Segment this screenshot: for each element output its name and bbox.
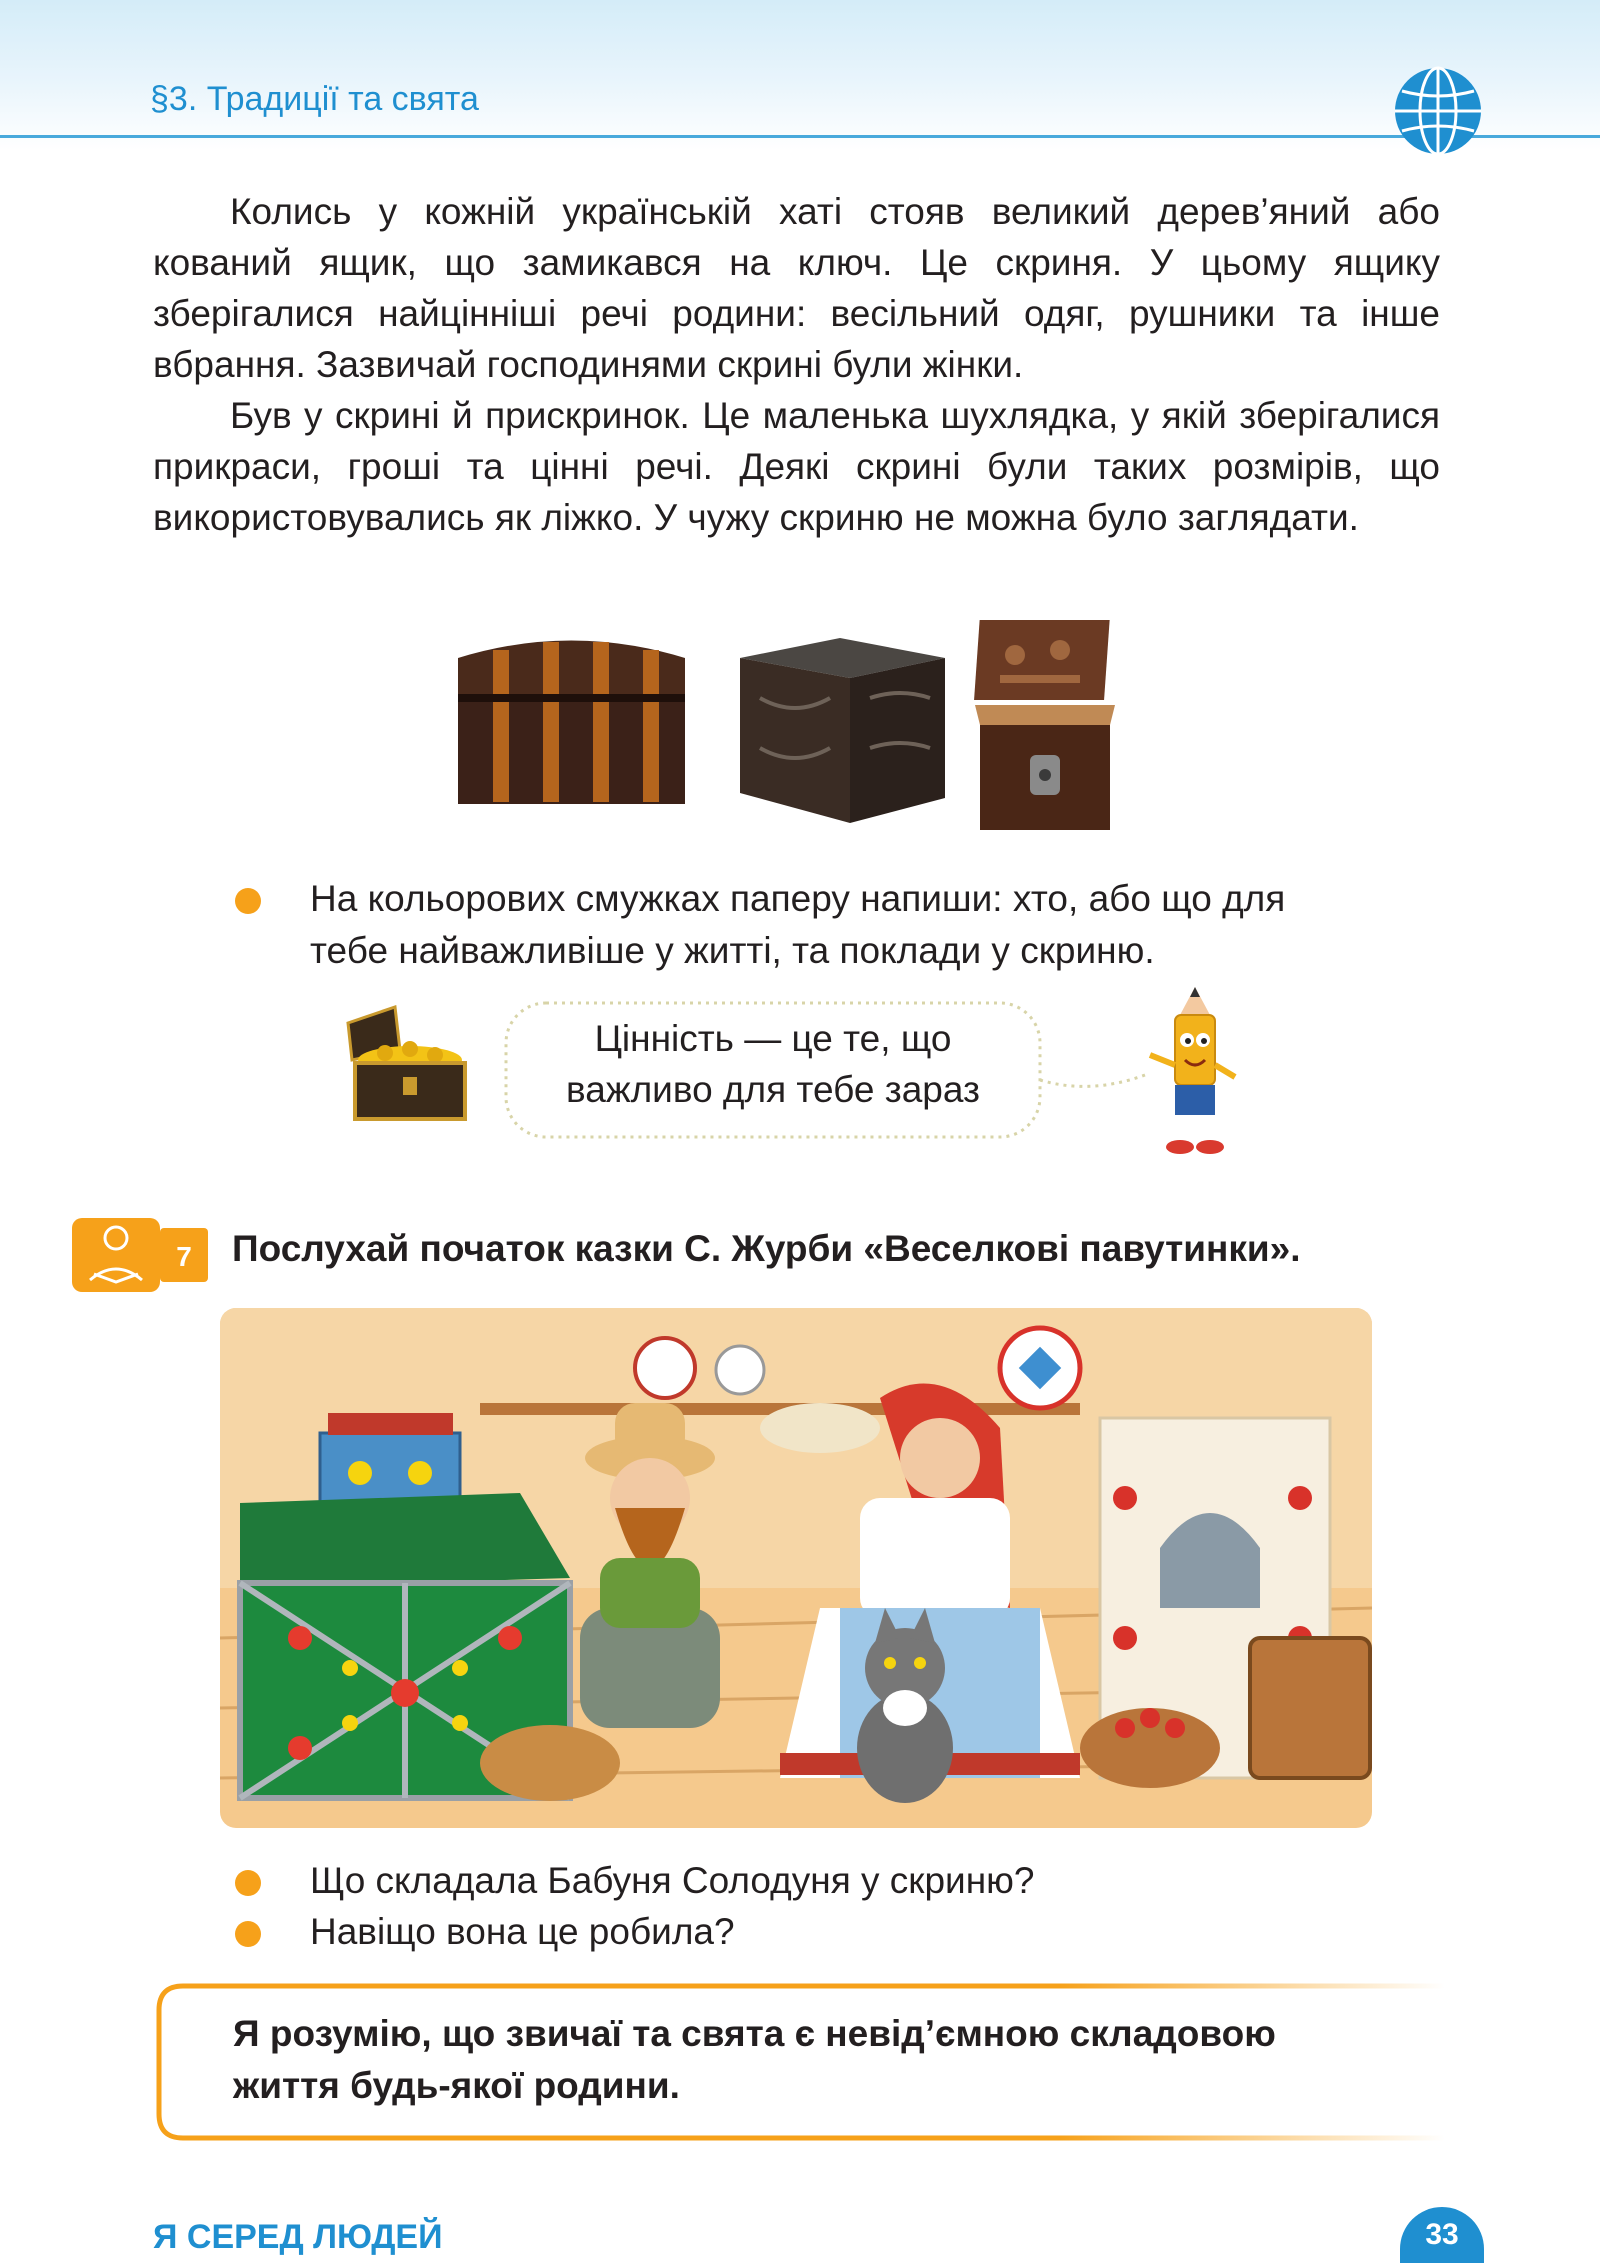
chest-photo-forged	[720, 628, 950, 828]
activity-line-2: тебе найважливіше у житті, та поклади у скриню.	[310, 930, 1155, 971]
question-1: Що складала Бабуня Солодуня у скриню?	[310, 1860, 1035, 1901]
pencil-mascot	[1140, 985, 1250, 1160]
summary-line-1: Я розумію, що звичаї та свята є невід’ємною складовою	[233, 2013, 1276, 2054]
rushnyk-ornament	[1000, 1328, 1080, 1408]
speech-tail	[1040, 1060, 1150, 1100]
question-2: Навіщо вона це робила?	[310, 1911, 735, 1952]
chest-photo-banded	[448, 628, 695, 808]
footer-chapter-title: Я СЕРЕД ЛЮДЕЙ	[153, 2218, 443, 2256]
small-painted-chest	[320, 1413, 460, 1508]
summary-line-2: життя будь-якої родини.	[233, 2065, 680, 2106]
task-number: 7	[176, 1241, 192, 1272]
bullet-marker	[235, 1870, 261, 1896]
globe-icon	[1392, 65, 1484, 157]
speech-line-1: Цінність — це те, що	[594, 1018, 952, 1059]
task-instruction: Послухай початок казки С. Журби «Веселкові павутинки».	[232, 1228, 1301, 1269]
task-badge	[72, 1218, 208, 1292]
chest-photo-carved	[970, 615, 1120, 835]
header-rule	[0, 135, 1600, 138]
summary-statement	[233, 2008, 1438, 2112]
bullet-marker	[235, 1921, 261, 1947]
bullet-marker	[235, 888, 261, 914]
speech-bubble-text	[503, 1013, 1043, 1115]
section-title: §3. Традиції та свята	[150, 80, 479, 118]
page-number: 33	[1425, 2218, 1459, 2251]
paragraph-chest: Колись у кожній українській хаті стояв великий дерев’яний або кований ящик, що замикався на ключ. Це скриня. У цьому ящику зберігалися найцінніші речі родини: весільний одяг, рушники та інше вбрання. Зазвичай господинями скрині були жінки.	[153, 191, 1440, 385]
treasure-chest-icon	[340, 1005, 470, 1125]
activity-line-1: На кольорових смужках паперу напиши: хто, або що для	[310, 878, 1286, 919]
speech-line-2: важливо для тебе зараз	[566, 1069, 980, 1110]
fairy-tale-illustration	[220, 1308, 1372, 1828]
header-band	[0, 0, 1600, 150]
paragraph-small-drawer: Був у скрині й прискринок. Це маленька шухлядка, у якій зберігалися прикраси, гроші та цінні речі. Деякі скрині були таких розмірів, що використовувались як ліжко. У чужу скриню не можна було заглядати.	[153, 395, 1440, 538]
